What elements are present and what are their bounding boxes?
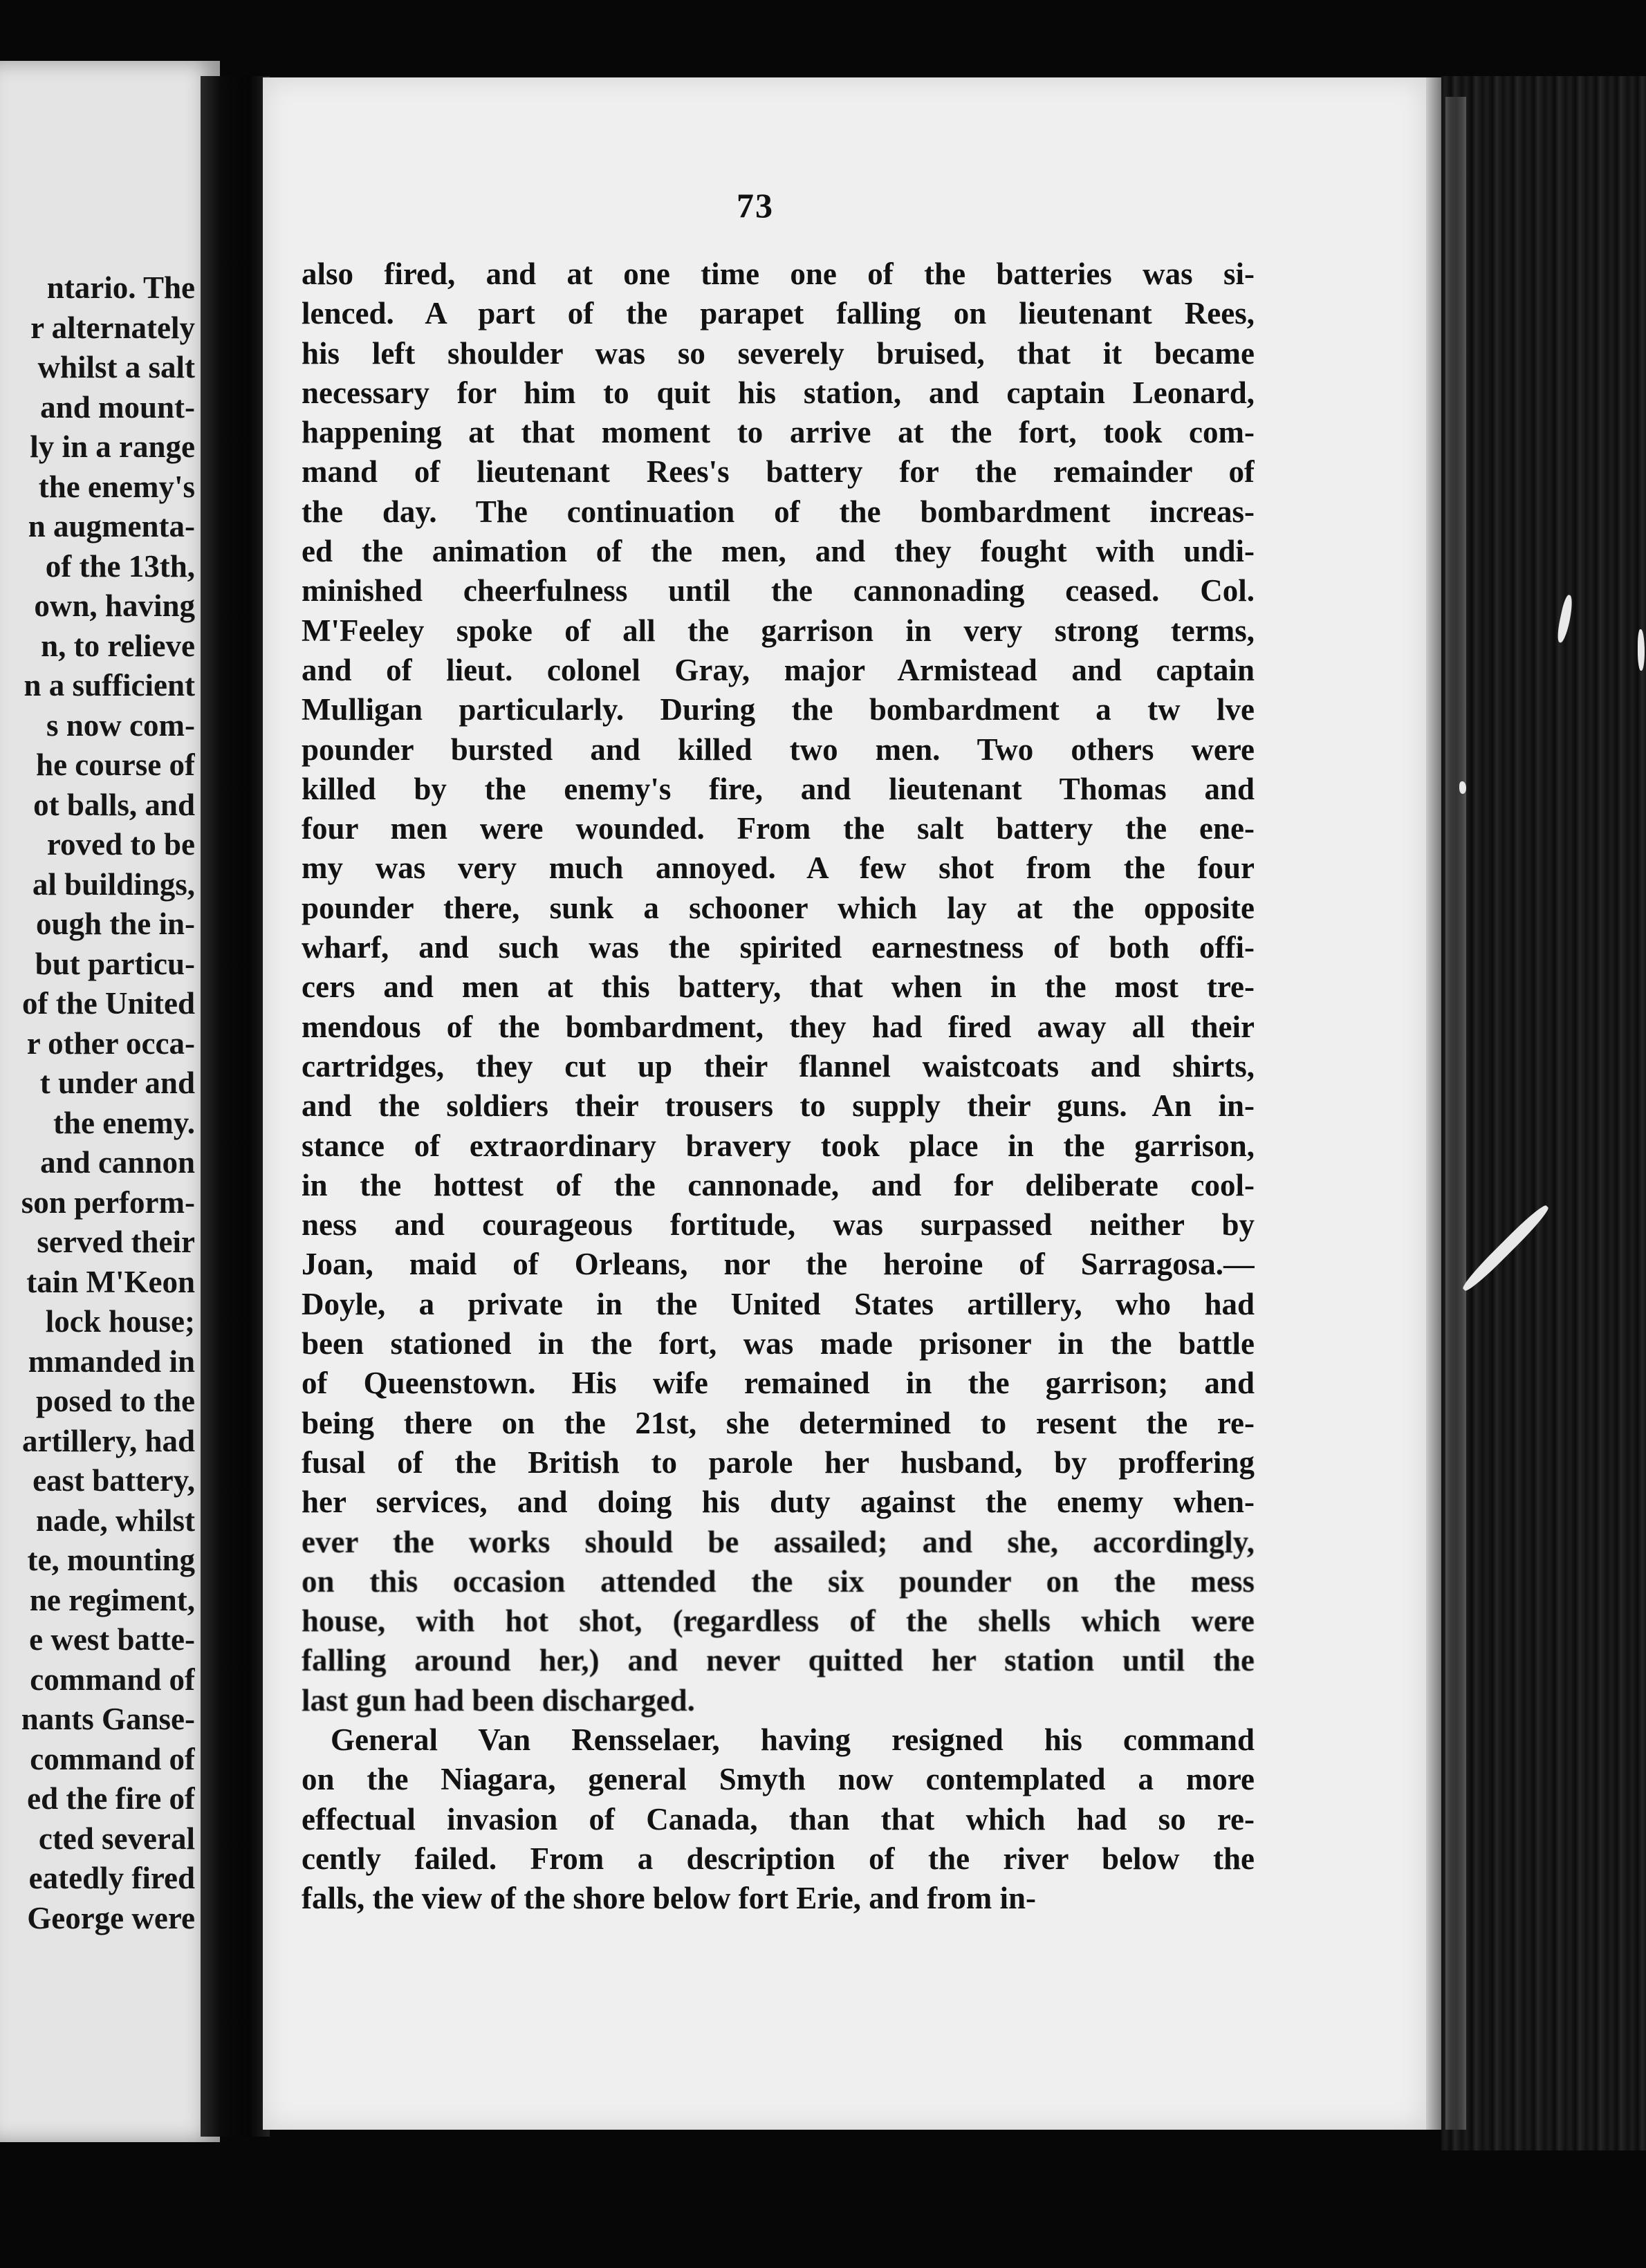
text-line: and the soldiers their trousers to supply their guns. An in-	[302, 1088, 1255, 1124]
previous-page-line: the enemy.	[53, 1105, 195, 1140]
text-line: in the hottest of the cannonade, and for deliberate cool-	[302, 1167, 1255, 1202]
previous-page-line: son perform-	[21, 1184, 195, 1220]
previous-page-line: nade, whilst	[35, 1503, 195, 1538]
previous-page-line: s now com-	[46, 707, 195, 743]
binding-gutter	[201, 76, 270, 2137]
text-line: my was very much annoyed. A few shot from the four	[302, 850, 1255, 886]
previous-page-line: the enemy's	[38, 469, 195, 504]
text-line: killed by the enemy's fire, and lieutenant Thomas and	[302, 771, 1255, 806]
previous-page-line: cted several	[38, 1821, 195, 1856]
text-line: mand of lieutenant Rees's battery for the remainder of	[302, 454, 1255, 490]
text-line: falls, the view of the shore below fort Erie, and from in-	[302, 1881, 1036, 1916]
previous-page-line: n, to relieve	[41, 628, 195, 663]
previous-page-line: ough the in-	[35, 907, 195, 941]
text-line: Joan, maid of Orleans, nor the heroine of Sarragosa.—	[302, 1247, 1255, 1282]
previous-page-line: al buildings,	[32, 866, 195, 902]
text-line: minished cheerfulness until the cannonading ceased. Col.	[302, 573, 1255, 608]
previous-page-line: command of	[30, 1662, 195, 1697]
text-line: house, with hot shot, (regardless of the shells which were	[302, 1604, 1255, 1639]
previous-page-line: eatedly fired	[28, 1861, 195, 1895]
previous-page-line: own, having	[34, 588, 195, 623]
scan-speck	[1459, 781, 1466, 794]
text-line: M'Feeley spoke of all the garrison in very strong terms,	[302, 613, 1255, 648]
text-line: of Queenstown. His wife remained in the garrison; and	[302, 1366, 1255, 1401]
text-line: four men were wounded. From the salt battery the ene-	[302, 811, 1255, 846]
previous-page-line: ed the fire of	[27, 1781, 195, 1816]
text-line: been stationed in the fort, was made prisoner in the battle	[302, 1326, 1255, 1361]
text-line: necessary for him to quit his station, and captain Leonard,	[302, 375, 1255, 410]
previous-page-line: lock house;	[45, 1304, 195, 1339]
text-line: stance of extraordinary bravery took place in the garrison,	[302, 1128, 1255, 1163]
previous-page-line: he course of	[36, 747, 195, 782]
text-line: the day. The continuation of the bombardment increas-	[302, 494, 1255, 529]
text-line: being there on the 21st, she determined to resent the re-	[302, 1405, 1255, 1440]
previous-page-text	[0, 268, 195, 1938]
previous-page-line: George were	[27, 1900, 195, 1935]
paragraph-start-line: General Van Rensselaer, having resigned his command	[331, 1722, 1255, 1757]
text-line: on this occasion attended the six pounder on the mess	[302, 1563, 1255, 1599]
text-line: Mulligan particularly. During the bombardment a tw lve	[302, 692, 1255, 727]
text-line: pounder bursted and killed two men. Two others were	[302, 732, 1255, 767]
previous-page-line: and cannon	[40, 1145, 195, 1180]
previous-page-fragment	[0, 61, 220, 2142]
text-line: lenced. A part of the parapet falling on lieutenant Rees,	[302, 296, 1255, 331]
page-stack-edge	[1445, 97, 1466, 2130]
text-line: wharf, and such was the spirited earnestness of both offi-	[302, 930, 1255, 965]
text-line: his left shoulder was so severely bruised, that it became	[302, 335, 1255, 371]
previous-page-line: n a sufficient	[24, 668, 195, 703]
previous-page-line: r other occa-	[26, 1025, 195, 1061]
previous-page-line: east battery,	[33, 1463, 195, 1498]
page-number: 73	[737, 186, 774, 225]
previous-page-line: ne regiment,	[29, 1582, 195, 1617]
previous-page-line: posed to the	[35, 1384, 195, 1418]
previous-page-line: ly in a range	[30, 429, 195, 464]
text-line: falling around her,) and never quitted her station until the	[302, 1643, 1255, 1678]
text-line: also fired, and at one time one of the batteries was si-	[302, 257, 1255, 291]
previous-page-line: ot balls, and	[33, 787, 195, 822]
previous-page-line: r alternately	[30, 310, 195, 345]
previous-page-line: whilst a salt	[37, 350, 195, 384]
text-line: her services, and doing his duty against the enemy when-	[302, 1485, 1255, 1520]
previous-page-line: but particu-	[35, 946, 195, 981]
text-line: fusal of the British to parole her husband, by proffering	[302, 1444, 1255, 1480]
previous-page-line: and mount-	[40, 389, 195, 425]
previous-page-line: te, mounting	[27, 1543, 195, 1577]
previous-page-line: e west batte-	[29, 1622, 195, 1657]
text-line: ed the animation of the men, and they fought with undi-	[302, 534, 1255, 569]
previous-page-line: tain M'Keon	[26, 1264, 195, 1299]
previous-page-line: of the United	[22, 986, 195, 1021]
page-edge	[1426, 77, 1441, 2130]
previous-page-line: artillery, had	[22, 1423, 195, 1458]
text-line: cers and men at this battery, that when in the most tre-	[302, 969, 1255, 1005]
text-line: on the Niagara, general Smyth now contemplated a more	[302, 1762, 1255, 1797]
previous-page-line: command of	[30, 1741, 195, 1776]
previous-page-line: n augmenta-	[28, 509, 195, 543]
previous-page-line: mmanded in	[28, 1344, 195, 1379]
text-line: Doyle, a private in the United States artillery, who had	[302, 1286, 1255, 1321]
book-cover-edge	[1441, 76, 1646, 2150]
text-line: mendous of the bombardment, they had fired away all their	[302, 1009, 1255, 1044]
text-line: and of lieut. colonel Gray, major Armistead and captain	[302, 652, 1255, 687]
previous-page-line: t under and	[39, 1066, 195, 1100]
previous-page-line: ntario. The	[46, 270, 195, 305]
text-line: happening at that moment to arrive at the fort, took com-	[302, 415, 1255, 450]
text-line: ness and courageous fortitude, was surpassed neither by	[302, 1207, 1255, 1243]
body-text	[302, 254, 1255, 1918]
text-line: cently failed. From a description of the river below the	[302, 1841, 1255, 1876]
previous-page-line: roved to be	[46, 827, 195, 862]
text-line: pounder there, sunk a schooner which lay at the opposite	[302, 890, 1255, 925]
text-line: ever the works should be assailed; and she, accordingly,	[302, 1524, 1255, 1559]
text-line: effectual invasion of Canada, than that which had so re-	[302, 1801, 1255, 1837]
text-line: last gun had been discharged.	[302, 1682, 695, 1718]
text-line: cartridges, they cut up their flannel waistcoats and shirts,	[302, 1048, 1255, 1084]
previous-page-line: of the 13th,	[45, 548, 195, 584]
previous-page-line: served their	[37, 1225, 195, 1259]
previous-page-line: nants Ganse-	[21, 1702, 195, 1736]
